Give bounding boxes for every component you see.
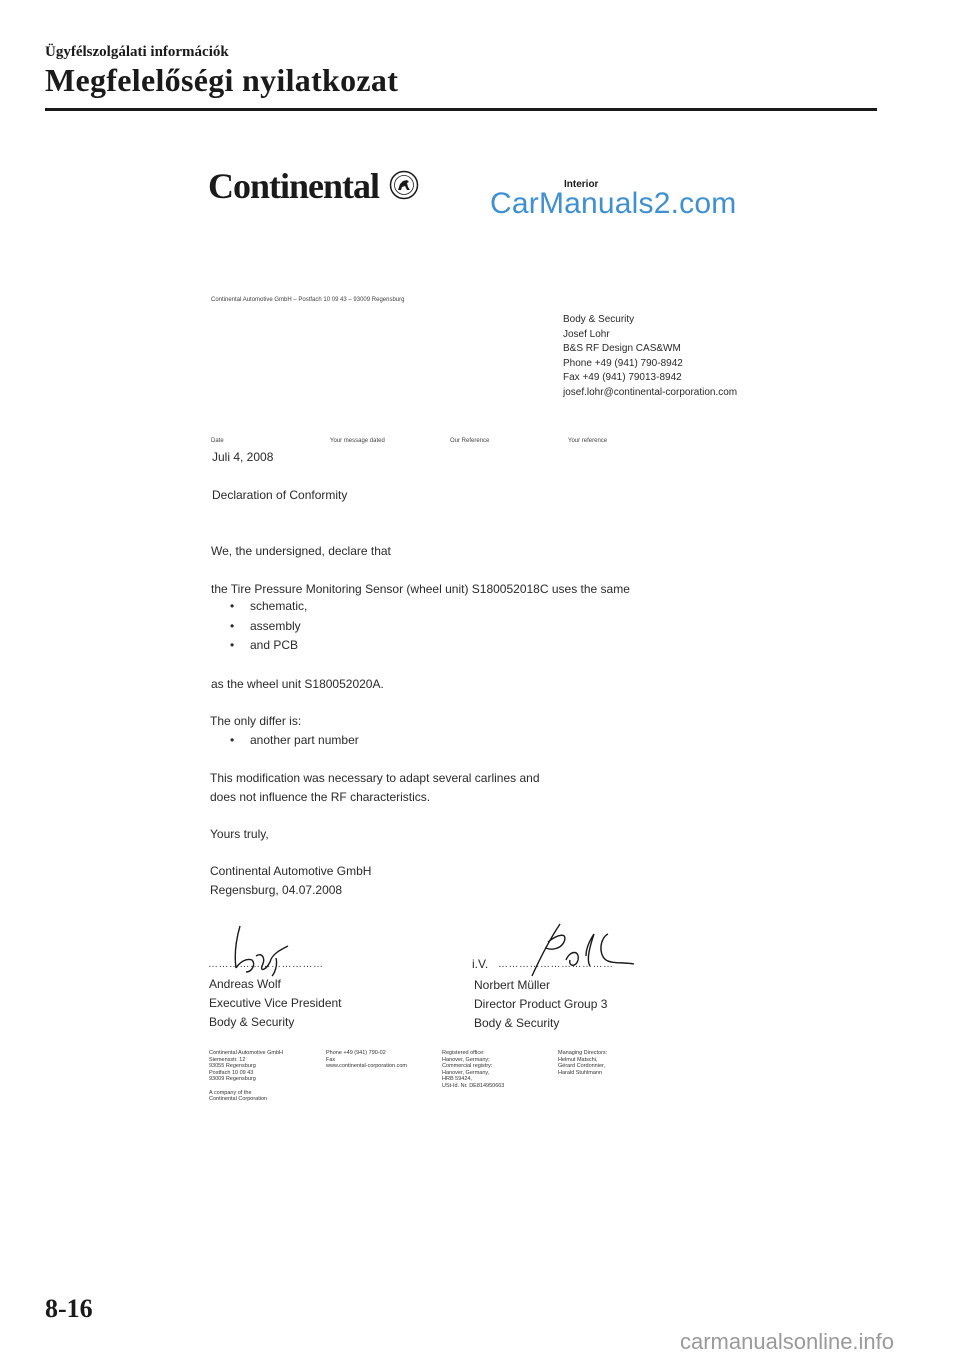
footer-line: Continental Corporation (209, 1096, 268, 1103)
signer-left-unit: Body & Security (209, 1015, 295, 1029)
list-item: • schematic, (230, 597, 307, 617)
footer-line: 93055 Regensburg (209, 1063, 256, 1070)
signer-right-prefix: i.V. (472, 957, 489, 971)
letter-closing: Yours truly, (210, 827, 269, 841)
signature-line-left: …………………………… (208, 959, 324, 970)
contact-name: Josef Lohr (563, 328, 610, 340)
page-title: Megfelelőségi nyilatkozat (45, 62, 399, 98)
signer-right-name: Norbert Müller (474, 978, 551, 992)
letter-as-unit: as the wheel unit S180052020A. (211, 677, 384, 691)
list-item: • and PCB (230, 636, 307, 656)
footer-line: Hanover, Germany; (442, 1056, 490, 1063)
footer-line: Siemensstr. 12 (209, 1056, 246, 1063)
list-item: • another part number (230, 731, 359, 751)
contact-phone: Phone +49 (941) 790-8942 (563, 357, 683, 369)
list-item: • assembly (230, 617, 307, 637)
contact-fax: Fax +49 (941) 79013-8942 (563, 372, 682, 383)
letter-place-date: Regensburg, 04.07.2008 (210, 883, 343, 897)
section-label: Ügyfélszolgálati információk (45, 44, 229, 60)
ref-label-your-message: Your message dated (330, 438, 385, 444)
division-label: Interior (564, 179, 599, 190)
signer-left-title: Executive Vice President (209, 996, 342, 1010)
continental-logo: Continental (208, 166, 380, 206)
bottom-watermark: carmanualsonline.info (680, 1329, 895, 1354)
contact-email: josef.lohr@continental-corporation.com (563, 386, 738, 398)
footer-line: Postfach 10 09 43 (209, 1069, 254, 1076)
contact-department: Body & Security (563, 314, 635, 325)
footer-line: Managing Directors: (558, 1050, 608, 1056)
footer-address (209, 1050, 283, 1103)
horse-emblem-icon (389, 170, 419, 200)
letter-company-block (210, 862, 371, 900)
signer-right-unit: Body & Security (474, 1016, 560, 1030)
footer-directors (558, 1050, 607, 1076)
footer-line: Phone +49 (941) 790-02 (326, 1050, 386, 1056)
modification-line: does not influence the RF characteristics. (210, 790, 431, 804)
signer-left-name: Andreas Wolf (209, 977, 281, 991)
footer-line: Hanover, Germany, (442, 1069, 490, 1076)
footer-line: USt-Id. Nr. DE814950663 (442, 1082, 505, 1089)
watermark-text: CarManuals2.com (490, 187, 737, 220)
ref-label-your-reference: Your reference (568, 438, 608, 444)
letter-modification (210, 769, 540, 807)
signer-right-title: Director Product Group 3 (474, 997, 608, 1011)
footer-spacer (209, 1083, 283, 1090)
footer-line: Gérard Cordonnier, (558, 1063, 606, 1070)
differ-items-list (230, 731, 359, 751)
title-divider (45, 108, 877, 111)
footer-registry (442, 1050, 504, 1090)
page-number: 8-16 (45, 1294, 93, 1323)
letter-date: Juli 4, 2008 (212, 450, 274, 464)
footer-line: Harald Stuhlmann (558, 1069, 603, 1076)
footer-line: Registered office: (442, 1050, 485, 1056)
footer-line: Continental Automotive GmbH (209, 1050, 283, 1056)
footer-line: Commercial registry: (442, 1063, 493, 1070)
contact-unit: B&S RF Design CAS&WM (563, 343, 681, 354)
same-items-list (230, 597, 307, 656)
footer-line: Fax (326, 1056, 336, 1063)
modification-line: This modification was necessary to adapt several carlines and (210, 771, 540, 785)
footer-line: www.continental-corporation.com (326, 1063, 408, 1070)
signature-line-right: …………………………… (498, 959, 614, 970)
signer-left-block (209, 975, 342, 1032)
letter-company: Continental Automotive GmbH (210, 864, 372, 878)
letter-intro: We, the undersigned, declare that (211, 544, 391, 558)
letter-differ-intro: The only differ is: (210, 714, 302, 728)
letter-statement: the Tire Pressure Monitoring Sensor (wheel unit) S180052018C uses the same (211, 582, 630, 596)
footer-contact (326, 1050, 407, 1070)
ref-label-date: Date (211, 438, 224, 444)
signer-right-block (474, 976, 607, 1033)
return-address: Continental Automotive GmbH – Postfach 10 09 43 – 93009 Regensburg (211, 297, 405, 303)
footer-line: 93009 Regensburg (209, 1076, 256, 1083)
footer-line: Helmut Matschi, (558, 1056, 598, 1063)
contact-block (563, 313, 737, 400)
footer-line: A company of the (209, 1089, 252, 1096)
ref-label-our-reference: Our Reference (450, 438, 490, 444)
footer-line: HRB 59424, (442, 1076, 472, 1083)
letter-subject: Declaration of Conformity (212, 488, 348, 502)
